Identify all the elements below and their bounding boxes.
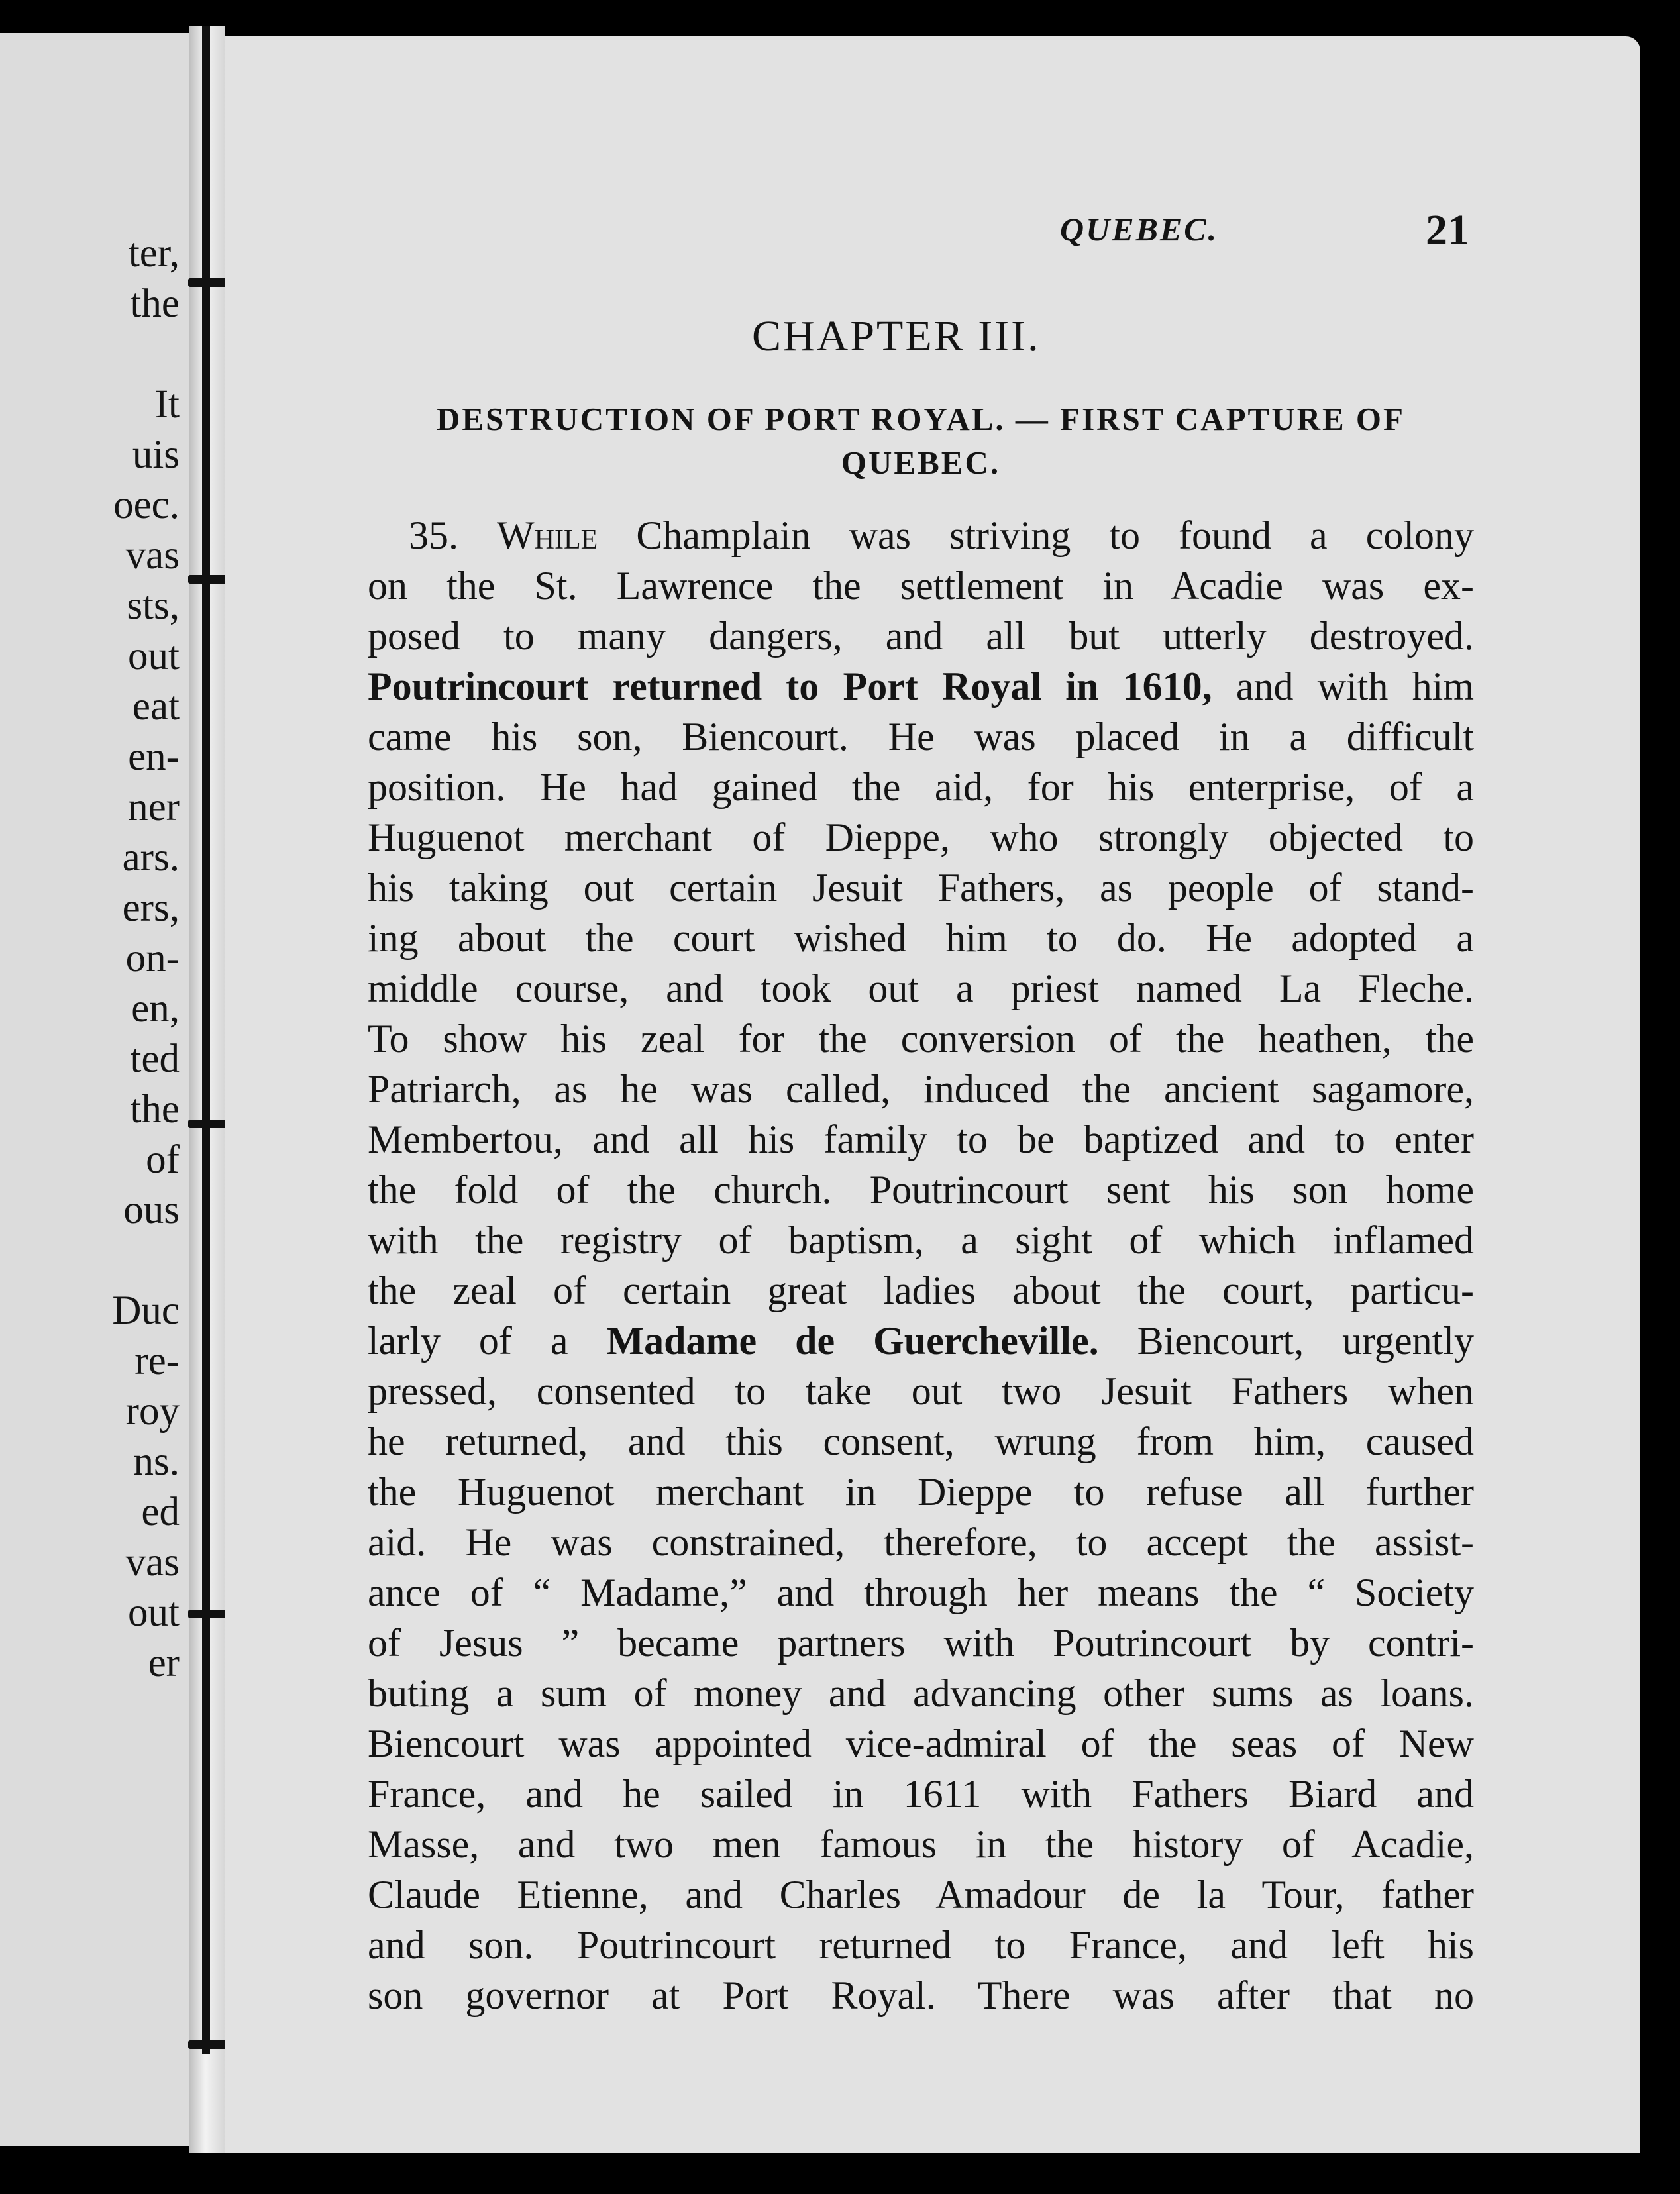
- facing-page-fragment: Duc: [112, 1288, 180, 1333]
- text-line: [368, 1316, 1474, 1366]
- text-line: ing about the court wished him to do. He adopted a: [368, 916, 1474, 960]
- text-line: Patriarch, as he was called, induced the ancient sagamore,: [368, 1067, 1474, 1111]
- text-line: Claude Etienne, and Charles Amadour de la Tour, father: [368, 1873, 1474, 1916]
- facing-page-fragment: ed: [141, 1490, 180, 1534]
- text-line: son governor at Port Royal. There was after that no: [368, 1973, 1474, 2017]
- text-line: came his son, Biencourt. He was placed in a difficult: [368, 715, 1474, 758]
- facing-page-fragment: en,: [131, 986, 180, 1031]
- facing-page-fragment: vas: [125, 1540, 180, 1585]
- text-line: France, and he sailed in 1611 with Fathers Biard and: [368, 1772, 1474, 1816]
- text-line: To show his zeal for the conversion of the heathen, the: [368, 1017, 1474, 1061]
- facing-page-fragment: re-: [134, 1339, 180, 1383]
- facing-page-fragment: ars.: [122, 835, 180, 880]
- facing-page-fragment: out: [128, 1591, 180, 1635]
- facing-page-fragment: ter,: [128, 231, 180, 276]
- facing-page-fragment: er: [148, 1641, 180, 1685]
- facing-page-fragment: out: [128, 634, 180, 678]
- bold-sidenote-madame: Madame de Guercheville.: [606, 1319, 1099, 1363]
- facing-page-fragment: ns.: [133, 1439, 180, 1484]
- facing-page-fragment: the: [130, 1087, 180, 1131]
- facing-page-fragment: uis: [132, 433, 180, 477]
- page-number: 21: [1426, 206, 1469, 254]
- facing-page-fragment: the: [130, 282, 180, 326]
- facing-page-edge: [0, 33, 189, 2146]
- text-line: the Huguenot merchant in Dieppe to refuse all further: [368, 1470, 1474, 1514]
- facing-page-fragment: eat: [132, 684, 180, 729]
- facing-page-fragment: ers,: [122, 886, 180, 930]
- text-line: Membertou, and all his family to be baptized and to enter: [368, 1118, 1474, 1161]
- paragraph-number: 35.: [409, 513, 458, 557]
- text-line: the fold of the church. Poutrincourt sent his son home: [368, 1168, 1474, 1212]
- text-line: [368, 661, 1474, 711]
- binding-thread: [202, 26, 210, 2054]
- facing-page-fragment: en-: [128, 735, 180, 779]
- facing-page-fragment: ous: [123, 1188, 180, 1232]
- text-line: and son. Poutrincourt returned to France, and left his: [368, 1923, 1474, 1967]
- text-line: on the St. Lawrence the settlement in Acadie was ex-: [368, 564, 1474, 607]
- text-span: Biencourt, urgently: [1137, 1319, 1475, 1363]
- text-line: [368, 510, 1474, 560]
- facing-page-fragment: ner: [128, 785, 180, 829]
- paragraph-35: [368, 510, 1474, 2020]
- bold-sidenote-poutrincourt: Poutrincourt returned to Port Royal in 1610,: [368, 664, 1212, 708]
- running-head: QUEBEC.: [1060, 211, 1219, 248]
- chapter-title: CHAPTER III.: [752, 312, 1041, 360]
- chapter-subtitle-line: QUEBEC.: [841, 444, 1001, 481]
- text-line: he returned, and this consent, wrung from him, caused: [368, 1420, 1474, 1463]
- facing-page-fragment: oec.: [113, 483, 180, 527]
- lead-word: While: [497, 513, 598, 557]
- text-line: Biencourt was appointed vice-admiral of the seas of New: [368, 1722, 1474, 1765]
- text-span: larly of a: [368, 1319, 568, 1363]
- facing-page-fragment: It: [154, 382, 180, 427]
- text-line: ance of “ Madame,” and through her means the “ Society: [368, 1571, 1474, 1614]
- text-line: the zeal of certain great ladies about the court, particu-: [368, 1269, 1474, 1312]
- facing-page-fragment: vas: [125, 533, 180, 578]
- chapter-subtitle-line: DESTRUCTION OF PORT ROYAL. — FIRST CAPTURE OF: [437, 401, 1405, 437]
- text-line: of Jesus ” became partners with Poutrincourt by contri-: [368, 1621, 1474, 1665]
- facing-page-fragment: ted: [130, 1037, 180, 1081]
- text-line: pressed, consented to take out two Jesuit Fathers when: [368, 1369, 1474, 1413]
- text-line: his taking out certain Jesuit Fathers, as people of stand-: [368, 866, 1474, 910]
- facing-page-fragment: roy: [125, 1389, 180, 1434]
- facing-page-fragment: on-: [125, 936, 180, 980]
- text-line: position. He had gained the aid, for his enterprise, of a: [368, 765, 1474, 809]
- text-span: and with him: [1235, 664, 1475, 708]
- text-line: buting a sum of money and advancing other sums as loans.: [368, 1671, 1474, 1715]
- facing-page-fragment: of: [146, 1137, 180, 1182]
- text-line: aid. He was constrained, therefore, to accept the assist-: [368, 1520, 1474, 1564]
- text-span: Champlain was striving to found a colony: [636, 513, 1475, 557]
- text-line: Masse, and two men famous in the history of Acadie,: [368, 1822, 1474, 1866]
- text-line: posed to many dangers, and all but utterly destroyed.: [368, 614, 1474, 658]
- chapter-subtitle: [368, 397, 1474, 485]
- text-line: middle course, and took out a priest named La Fleche.: [368, 966, 1474, 1010]
- text-line: Huguenot merchant of Dieppe, who strongly objected to: [368, 815, 1474, 859]
- facing-page-fragment: sts,: [127, 584, 180, 628]
- text-line: with the registry of baptism, a sight of which inflamed: [368, 1218, 1474, 1262]
